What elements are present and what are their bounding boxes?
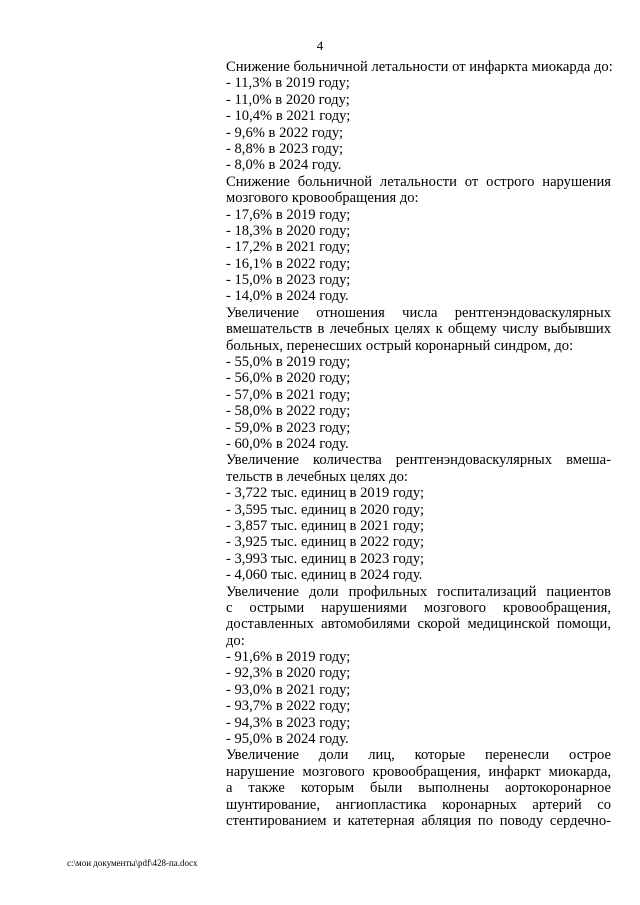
list-item: - 11,0% в 2020 году; <box>226 91 350 108</box>
list-item: - 17,6% в 2019 году; <box>226 206 351 223</box>
section-heading-line: а также которым были выполнены аортокоронарное <box>226 780 611 797</box>
list-item: - 15,0% в 2023 году; <box>226 272 351 289</box>
list-item: - 57,0% в 2021 году; <box>226 386 351 403</box>
page-number: 4 <box>316 38 324 53</box>
section-heading-line: Увеличение количества рентгенэндоваскулярных вмеша- <box>226 452 611 469</box>
indicator-section <box>226 747 611 829</box>
indicator-section <box>226 452 611 583</box>
section-heading-line: Увеличение доли лиц, которые перенесли острое <box>226 747 611 764</box>
list-item: - 60,0% в 2024 году. <box>226 435 349 452</box>
list-item: - 3,857 тыс. единиц в 2021 году; <box>226 517 425 534</box>
section-heading-line: Снижение больничной летальности от инфаркта миокарда до: <box>226 59 613 75</box>
list-item: - 92,3% в 2020 году; <box>226 665 351 682</box>
list-item: - 17,2% в 2021 году; <box>226 239 351 256</box>
indicator-section <box>226 584 611 748</box>
section-heading-line: до: <box>226 632 245 649</box>
indicator-section <box>226 305 611 453</box>
list-item: - 3,722 тыс. единиц в 2019 году; <box>226 485 425 502</box>
section-heading-line: мозгового кровообращения до: <box>226 190 419 207</box>
indicator-section <box>226 59 611 174</box>
list-item: - 4,060 тыс. единиц в 2024 году. <box>226 567 423 584</box>
section-heading-line: Увеличение отношения числа рентгенэндоваскулярных <box>226 304 611 321</box>
list-item: - 11,3% в 2019 году; <box>226 75 350 92</box>
list-item: - 95,0% в 2024 году. <box>226 731 349 748</box>
list-item: - 93,0% в 2021 году; <box>226 681 351 698</box>
list-item: - 91,6% в 2019 году; <box>226 649 351 666</box>
list-item: - 55,0% в 2019 году; <box>226 354 351 371</box>
section-heading-line: тельств в лечебных целях до: <box>226 468 408 485</box>
section-heading-line: Увеличение доли профильных госпитализаций пациентов <box>226 583 611 600</box>
list-item: - 3,993 тыс. единиц в 2023 году; <box>226 550 425 567</box>
indicator-section <box>226 174 611 305</box>
list-item: - 94,3% в 2023 году; <box>226 714 351 731</box>
section-heading-line: стентированием и катетерная абляция по поводу сердечно- <box>226 812 611 829</box>
list-item: - 93,7% в 2022 году; <box>226 698 351 715</box>
list-item: - 59,0% в 2023 году; <box>226 419 351 436</box>
list-item: - 58,0% в 2022 году; <box>226 403 351 420</box>
list-item: - 3,595 тыс. единиц в 2020 году; <box>226 501 425 518</box>
list-item: - 3,925 тыс. единиц в 2022 году; <box>226 534 425 551</box>
section-heading-line: с острыми нарушениями мозгового кровообращения, <box>226 599 611 616</box>
section-heading-line: шунтирование, ангиопластика коронарных артерий со <box>226 796 611 813</box>
list-item: - 10,4% в 2021 году; <box>226 108 351 125</box>
file-path-footer: c:\мои документы\pdf\428-па.docx <box>67 858 198 868</box>
section-heading-line: нарушение мозгового кровообращения, инфаркт миокарда, <box>226 763 611 780</box>
document-body <box>226 59 611 829</box>
list-item: - 9,6% в 2022 году; <box>226 124 344 141</box>
section-heading-line: вмешательств в лечебных целях к общему числу выбывших <box>226 321 611 338</box>
list-item: - 16,1% в 2022 году; <box>226 255 351 272</box>
list-item: - 18,3% в 2020 году; <box>226 222 351 239</box>
section-heading-line: Снижение больничной летальности от острого нарушения <box>226 173 611 190</box>
section-heading-line: больных, перенесших острый коронарный синдром, до: <box>226 337 574 354</box>
list-item: - 56,0% в 2020 году; <box>226 370 351 387</box>
list-item: - 8,0% в 2024 году. <box>226 157 342 174</box>
list-item: - 14,0% в 2024 году. <box>226 288 349 305</box>
section-heading-line: доставленных автомобилями скорой медицинской помощи, <box>226 616 611 633</box>
list-item: - 8,8% в 2023 году; <box>226 140 344 157</box>
